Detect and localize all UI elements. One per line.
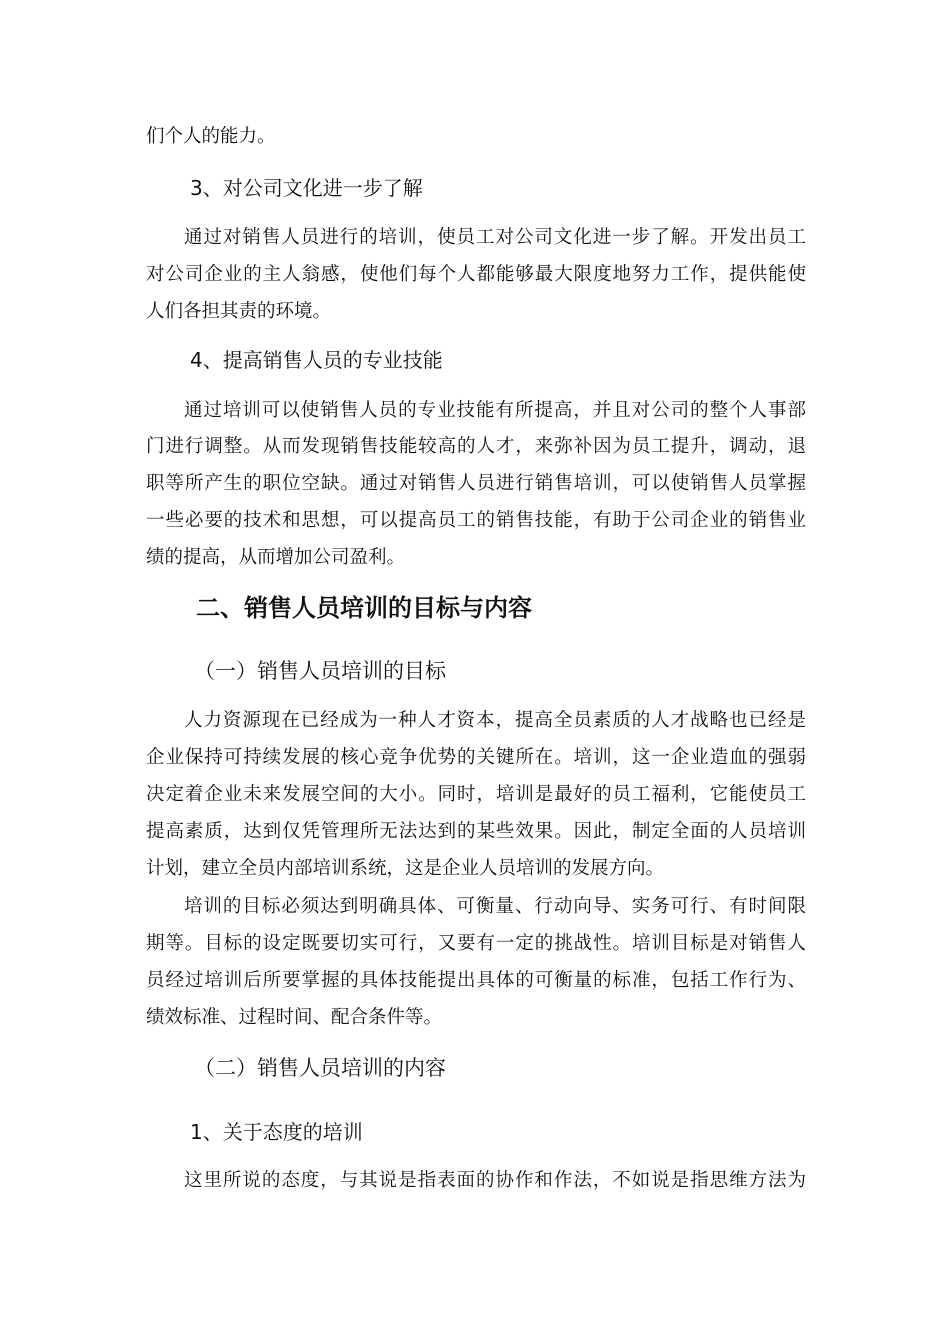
paragraph-line: 一些必要的技术和思想，可以提高员工的销售技能，有助于公司企业的销售业 <box>146 510 806 531</box>
section-heading: 二、销售人员培训的目标与内容 <box>196 594 532 622</box>
subsection-heading-1: （一）销售人员培训的目标 <box>194 659 446 683</box>
paragraph-line: 人们各担其责的环境。 <box>146 301 332 322</box>
paragraph-line: 绩效标准、过程时间、配合条件等。 <box>146 1007 443 1028</box>
paragraph-line: 们个人的能力。 <box>146 126 276 147</box>
heading-item-3: 3、对公司文化进一步了解 <box>190 176 423 200</box>
paragraph-line: 决定着企业未来发展空间的大小。同时，培训是最好的员工福利，它能使员工 <box>146 784 806 805</box>
paragraph-line: 提高素质，达到仅凭管理所无法达到的某些效果。因此，制定全面的人员培训 <box>146 821 806 842</box>
paragraph-line: 人力资源现在已经成为一种人才资本，提高全员素质的人才战略也已经是 <box>184 710 806 731</box>
paragraph-line: 计划，建立全员内部培训系统，这是企业人员培训的发展方向。 <box>146 858 665 879</box>
heading-item-1: 1、关于态度的培训 <box>190 1120 363 1144</box>
paragraph-line: 企业保持可持续发展的核心竞争优势的关键所在。培训，这一企业造血的强弱 <box>146 747 806 768</box>
paragraph-line: 职等所产生的职位空缺。通过对销售人员进行销售培训，可以使销售人员掌握 <box>146 473 806 494</box>
paragraph-line: 期等。目标的设定既要切实可行，又要有一定的挑战性。培训目标是对销售人 <box>146 933 806 954</box>
paragraph-line: 员经过培训后所要掌握的具体技能提出具体的可衡量的标准，包括工作行为、 <box>146 970 806 991</box>
paragraph-line: 门进行调整。从而发现销售技能较高的人才，来弥补因为员工提升，调动，退 <box>146 436 806 457</box>
heading-item-4: 4、提高销售人员的专业技能 <box>190 348 443 372</box>
subsection-heading-2: （二）销售人员培训的内容 <box>194 1056 446 1080</box>
paragraph-line: 通过培训可以使销售人员的专业技能有所提高，并且对公司的整个人事部 <box>184 400 806 421</box>
paragraph-line: 培训的目标必须达到明确具体、可衡量、行动向导、实务可行、有时间限 <box>184 896 806 917</box>
paragraph-line: 这里所说的态度，与其说是指表面的协作和作法，不如说是指思维方法为 <box>184 1170 806 1191</box>
paragraph-line: 绩的提高，从而增加公司盈利。 <box>146 547 406 568</box>
paragraph-line: 通过对销售人员进行的培训，使员工对公司文化进一步了解。开发出员工 <box>184 227 806 248</box>
paragraph-line: 对公司企业的主人翁感，使他们每个人都能够最大限度地努力工作，提供能使 <box>146 264 806 285</box>
